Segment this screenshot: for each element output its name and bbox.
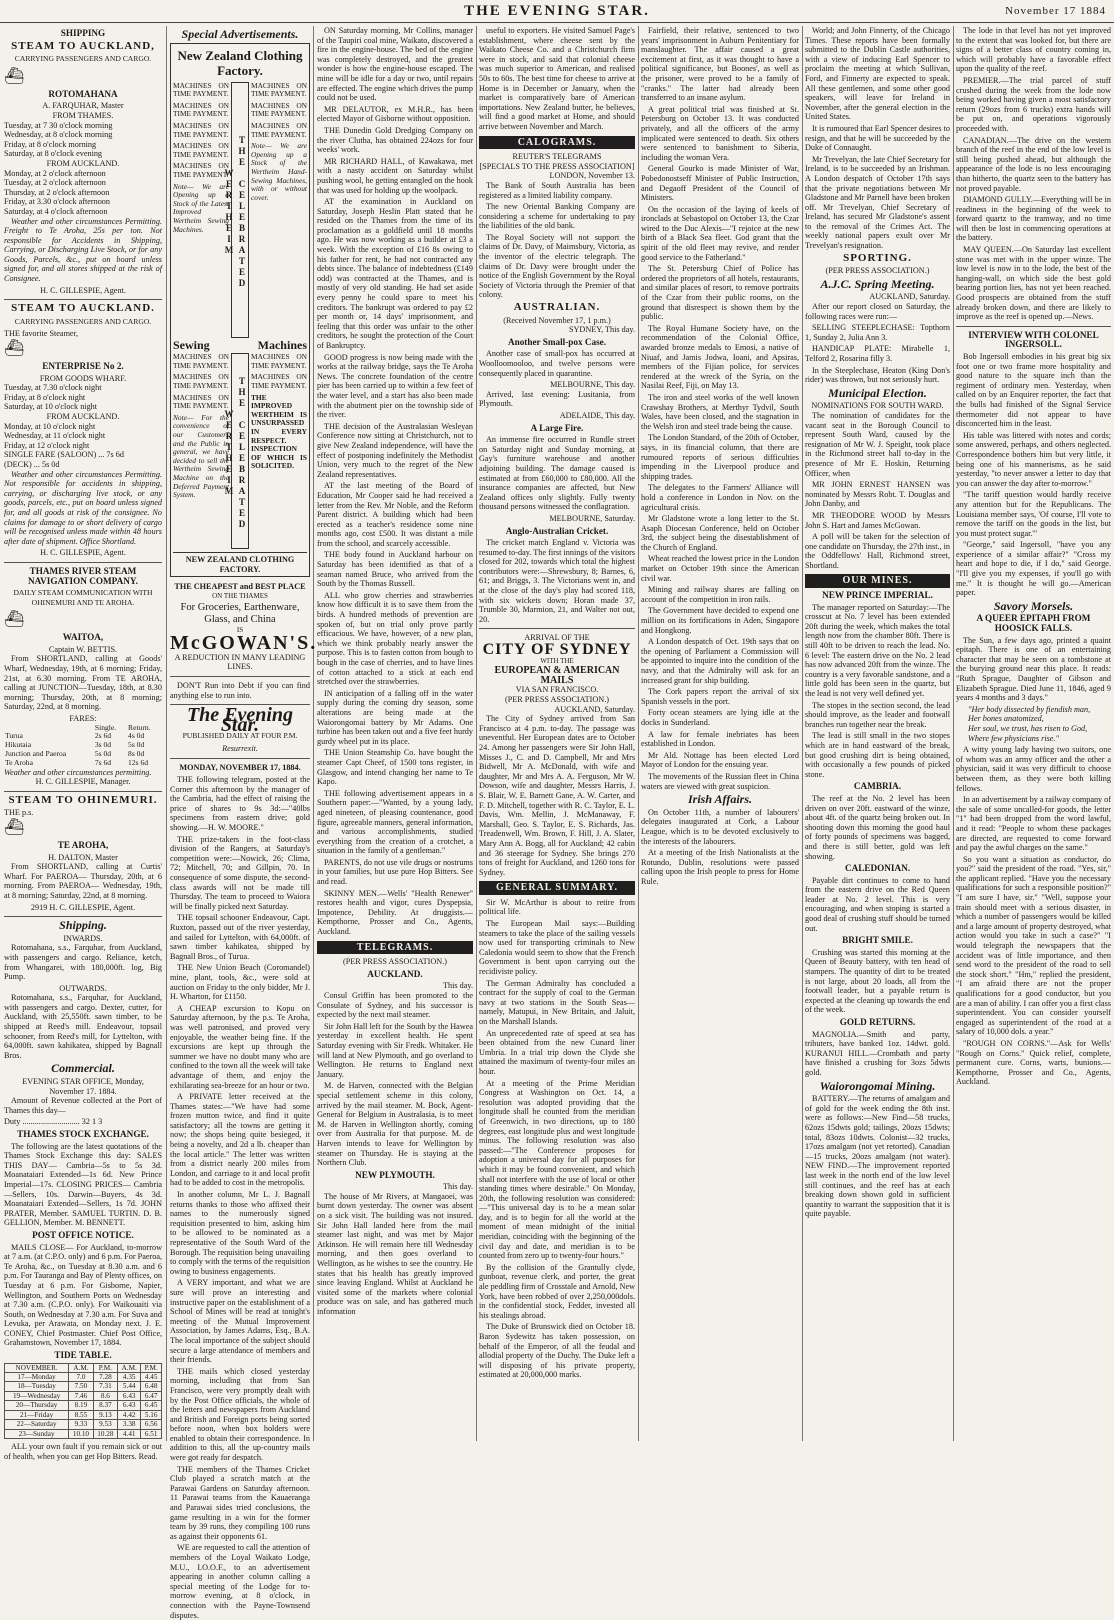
article-paragraph: His table was littered with notes and cords; some answered, perhaps, and others neglected. Correspondence bothers him but very little, it being one of his mannerisms, as he said yesterday, "to never answer a letter to day that you can answer the day after to-morrow." — [956, 430, 1111, 488]
section-heading: Irish Affairs. — [687, 792, 753, 807]
epitaph-verse: "Her body dissected by fiendish man, Her bones anatomized, Her soul, we trust, has risen to God, Where few physicians rise." — [968, 704, 1091, 743]
article-paragraph: BATTERY.—The returns of amalgam and of gold for the week ending the 8th inst. were as follows:—New Find—58 trucks, 62ozs 15dwts gold; tailings, 20ozs 15dwts; total, 83ozs 10dwts. Colonist—32 trucks, 17ozs amalgam (not yet retorted). Canadian—15 trucks, 20ozs amalgam (not water). NEW FIND.—The improvement reported last week in the north end of the low level still continues, and the reef has at each breaking down shown gold in sufficient quantity to warrant the supposition that it is quite payable. — [805, 1094, 950, 1219]
vertical-banner: THE CELEBRATED WERTHEIM — [231, 353, 249, 549]
steamship-icon: ⛴ — [4, 340, 25, 358]
masthead-date: November 17 1884 — [1005, 5, 1106, 17]
article-paragraph: THE prize-takers in the foot-class division of the Rangers, at Saturday's competition were:—Nowick, 26; Clima, 72; Mitchell, 70; and Gillpin, 70. In consequence of some dispute, the second-class awards will not be made till Thursday. The team to proceed to Waiora will be finally picked next Saturday. — [170, 834, 310, 911]
article-paragraph: AT the last meeting of the Board of Education, Mr Cooper said he had received a letter from the Rev. Mr Noble, and the Reform Parent district. A building which had been erected as a teacher's residence some nine months ago, cost £500. It was distant a mile from the school, and scarcely accessible. — [317, 481, 473, 548]
article-heading: A QUEER EPITAPH FROM HOOSICK FALLS. — [976, 613, 1091, 634]
motto: Resurrexit. — [222, 743, 258, 753]
table-row: 17—Monday 7.0 7.28 4.35 4.45 — [5, 1373, 162, 1382]
column-rule — [638, 26, 639, 1441]
article-paragraph: The Government have decided to expend one million on its fortifications in Aden, Singapore and Hongkong. — [641, 606, 799, 635]
table-row: 19—Wednesday 7.46 8.6 6.43 6.47 — [5, 1391, 162, 1400]
ship-name: WAITOA, — [62, 632, 104, 643]
table-header-row: NOVEMBER. A.M. P.M. A.M. P.M. — [5, 1363, 162, 1372]
schedule-label: FROM GOODS WHARF. — [39, 373, 127, 383]
article-paragraph: Forty ocean steamers are lying idle at the docks in Sunderland. — [641, 708, 799, 727]
advertisement-line: DON'T Run into Debt if you can find anything else to run into. — [170, 680, 310, 700]
ship-master: H. DALTON, Master — [48, 852, 118, 862]
section-heading: Shipping. — [59, 918, 107, 933]
section-heading: AUSTRALIAN. — [513, 301, 601, 314]
article-paragraph: The Duke of Brunswick died on October 18. Baron Sydewitz has taken possession, on behalf of the Emperor, of all the feudal and allodial property of the Duchy. The Duke left a will disposing of his private property, estimated at 20,000,000 marks. — [479, 1322, 635, 1380]
article-paragraph: A great political trial was finished at St. Petersburg on October 13. It was conducted privately, and all the officers of the army implicated were sentenced to death. Six others were sentenced to banishment to Siberia, including the woman Vera. — [641, 104, 799, 162]
section-heading: POST OFFICE NOTICE. — [32, 1229, 134, 1240]
article-heading: Anglo-Australian Cricket. — [505, 525, 609, 536]
article-paragraph: ON Saturday morning, Mr Collins, manager of the Taupiri coal mine, Waikato, discovered a fire in the engine-house. The bed of the engine was completely destroyed, and the greatest wonder is how the engine-house escaped. The mine will be idle for a day or two, until repairs are effected. The engine which drives the pump could not be used. — [317, 26, 473, 103]
schedule-label: FROM AUCKLAND. — [46, 412, 120, 421]
article-paragraph: The house of Mr Rivers, at Mangaoei, was burnt down yesterday. The owner was absent on a sick visit. The building was not insured. Sir John Hall landed here from the mail steamer last night, and was met by Major Atkinson. He will remain here till Wednesday morning, and then goes overland to Wellington, as he wishes to see the country. He states that his health has greatly improved since leaving England. Whilst at Auckland he visited some of the markets where colonial produce was on sale, and has gathered much information — [317, 1191, 473, 1316]
newspaper-nameplate: The Evening Star. — [186, 704, 294, 736]
ad-line: THE CHEAPEST and BEST PLACE — [174, 582, 306, 592]
article-paragraph: A law for female inebriates has been established in London. — [641, 729, 799, 749]
article-paragraph: The manager reported on Saturday:—The crosscut at No. 7 level has been extended 20ft during the week, which makes the total length now from the chamber 80ft. There is still 40ft to be driven to reach the lead. No. 6 level: The eastern drive on the No. 2 lead has now advanced 20ft from the winze. The country is a very favorable sandstone, and a little gold has been seen in the quartz, but the lead is not very well defined yet. — [805, 602, 950, 698]
column-sporting-mining — [805, 26, 950, 1441]
article-paragraph: M. de Harven, connected with the Belgian special settlement scheme in this colony, arrived by the mail steamer. M. Bock, Agent-General for Belgium in Australasia, is to meet M. de Harven in Wellington shortly, coming over from Australia for that purpose. M. de Harven intends to leave for Wellington by steamer on Thursday. He is staying at the Northern Club. — [317, 1081, 473, 1168]
ship-master: Captain W. BETTIS. — [48, 644, 118, 654]
article-paragraph: SKINNY MEN.—Wells' "Health Renewer" restores health and vigor, cures Dyspepsia, Impotence, Debility. At druggists.—Kempthorne, Prosser and Co., Agents, Auckland. — [317, 888, 473, 937]
article-paragraph: CANADIAN.—The drive on the western branch of the reef in the end of the low level is still being pushed ahead, but although the appearance of the lode is no less encouraging than hitherto, the quartz seen to the battery has not proved payable. — [956, 135, 1111, 193]
ad-intro: THE p.s. — [4, 808, 34, 818]
article-paragraph: At a meeting of the Irish Nationalists at the Rotundo, Dublin, resolutions were passed calling upon the Irish people to press for Home Rule. — [641, 848, 799, 886]
subsection-label: REUTER'S TELEGRAMS — [512, 152, 602, 162]
article-paragraph: The German Admiralty has concluded a contract for the supply of coal to the German navy at two stations in the South Seas—namely, Matupui, in New Britain, and Jaluit, on the Marshall Islands. — [479, 978, 635, 1026]
ad-right-column: MACHINES ON TIME PAYMENT. MACHINES ON TIME PAYMENT. MACHINES ON TIME PAYMENT. Note— We are Opening up a Stock of the Wertheim Hand-Sewing Machines, with or without cover. — [251, 80, 307, 202]
article-paragraph: A poll will be taken for the selection of one candidate on Thursday, the 27th inst., in the Oddfellows' Hall, Richmond street, Shortland. — [805, 532, 950, 570]
article-paragraph: Bob Ingersoll embodies in his great big six foot one or two frame more hospitality and good nature to the square inch than the regiment of ordinary men. Yesterday, when called on by an Enquirer reporter, the fact that the bulls had finished of the Signal Service thermometer did not appear to have disconcerted him in the least. — [956, 352, 1111, 429]
article-paragraph: THE New Union Beach (Coromandel) mine, plant, tools, &c., were sold at auction on Friday to the only bidder, Mr J. H. Wharton, for £1150. — [170, 963, 310, 1002]
table-row: Single. Return. — [94, 722, 151, 732]
article-paragraph: THE members of the Thames Cricket Club played a scratch match at the Parawai Gardens on Saturday afternoon. 11 Parawai teams from the Kauaeranga and Parawai sides tried conclusions, the game resulting in a win for the former team by 39 runs, they compiling 100 runs as against their opponents 61. — [170, 1464, 310, 1541]
ad-left-column: MACHINES ON TIME PAYMENT. MACHINES ON TIME PAYMENT. MACHINES ON TIME PAYMENT. MACHINES ON TIME PAYMENT. MACHINES ON TIME PAYMENT. Note— We are Opening up a Stock of the Latest Improved Wertheim Sewing Machines. — [173, 80, 229, 234]
arrival-heading: VIA SAN FRANCISCO. — [515, 685, 599, 695]
article-paragraph: DIAMOND GULLY.—Everything will be in readiness in the beginning of the week to forward quartz to the tramway, and no time will then be lost in commencing operations at the battery. — [956, 195, 1111, 243]
article-paragraph: The cricket match England v. Victoria was resumed to-day. The first innings of the visitors closed for 202, towards which total the highest contributors were:—Shrewsbury, 8; Barnes, 6, 61; and Briggs, 3. The Victorians went in, and at the close of the day's play had scored 118, with six wickets down; Horan made 37, Trumble 30, Marmion, 21, and Walter not out, 20. — [479, 538, 635, 624]
section-heading: Municipal Election. — [828, 385, 927, 400]
section-heading: TIDE TABLE. — [54, 1350, 112, 1361]
arrival-heading: ARRIVAL OF THE — [524, 633, 590, 643]
column-rule — [802, 26, 803, 1441]
section-heading: Waiorongomai Mining. — [819, 1078, 936, 1093]
fares-title: FARES: — [69, 714, 97, 724]
advertisement-line: "ROUGH ON CORNS."—Ask for Wells' "Rough on Corns." Quick relief, complete, permanent cure. Corns, warts, bunions.—Kempthorne, Prosser and Co., Agents, Auckland. — [956, 1038, 1111, 1087]
article-paragraph: Mining and railway shares are falling on account of the competition in iron rails. — [641, 585, 799, 604]
agent-signature: H. C. GILLESPIE, Manager. — [35, 777, 131, 787]
article-paragraph: SELLING STEEPLECHASE: Topthorn 1, Sunday 2, Julia Ann 3. — [805, 323, 950, 342]
article-paragraph: THE Union Steamship Co. have bought the steamer Capt Cheef, of 1500 tons register, in Glasgow, and intend changing her name to Te Kapo. — [317, 748, 473, 787]
ad-subtitle: DAILY STEAM COMMUNICATION WITH OHINEMURI AND TE AROHA. — [13, 588, 153, 607]
column-rule — [166, 26, 167, 1441]
table-row: Junction and Paeroa 5s 0d 8s 0d — [5, 749, 145, 759]
article-paragraph: The iron and steel works of the well known Crawshay Brothers, at Merthyr Tydvil, South Wales, have been closed, and the stagnation in the Welsh iron and steel trade being the cause. — [641, 392, 799, 431]
article-paragraph: The European Mail says:—Building steamers to take the place of the sailing vessels now used for transporting criminals to New Caledonia would seem to show that the French Government is bent upon carrying out the recidiviste policy. — [479, 919, 635, 977]
article-paragraph: The Royal Humane Society have, on the recommendation of the Colonial Office, awarded bronze medals to Emosi, a native of Niuaf, and Jamis Jodwa, Ioani, and Apsiras, members of the Fijian police, for services rendered at the wreck of the Syria, on the Nasilai Reef, Fiji, on May 13. — [641, 323, 799, 391]
ship-master: A. FARQUHAR, Master — [42, 101, 124, 111]
article-paragraph: A PRIVATE letter received at the Thames states:—"We have had some frozen mutton twice, and find it quite satisfactory; all the towns are getting it now; the shops being quite besieged, it being a novelty, and 2d a lb. cheaper than the local article." The letter was written from a district nearly 200 miles from London, and carriage to it and local profit had to be added to cost in the metropolis. — [170, 1092, 310, 1188]
article-paragraph: THE mails which closed yesterday morning, including that from San Francisco, were very promptly dealt with by the Post Office officials, the whole of the letters and newspapers from Auckland and British and Foreign ports being sorted before noon, when box holders were enabled to obtain their correspondence. In addition to this, all the up-country mails were got ready for despatch. — [170, 1366, 310, 1463]
divider — [4, 916, 162, 917]
schedule-times: Monday, at 10 o'clock night Wednesday, at 11 o'clock night Friday, at 12 o'clock night — [4, 421, 106, 450]
divider — [170, 758, 310, 759]
section-heading: Savory Morsels. — [993, 598, 1074, 613]
article-paragraph: So you want a situation as conductor, do you?" said the president of the road. "Yes, sir," the applicant replied. "Have you the necessary qualifications for such a responsible position?" "I am sure I have, sir." "Well, suppose your train should meet with a serious disaster, in which a number of passengers would be killed and a large amount of property destroyed, what action would you take in such a case?" "I would telegraph the newspapers that the accident was of little importance, and then send word to the president of the road to sell the stock short." "Hm," replied the president, "I am afraid there are not the proper qualifications for a good conductor, but you are a man of ability. I can offer you a first class superintendent. You can consider yourself engaged as superintendent of the road at a salary of 10,000 dols. a year." — [956, 854, 1111, 1037]
article-paragraph: THE following telegram, posted at the Corner this afternoon by the manager of the Cambria, had the effect of raising the price of shares to 9s 3d:—"40lbs specimens from eastern drive; gold showing.—H. W. MOORE." — [170, 775, 310, 833]
fares-table — [4, 724, 162, 768]
press-association-note: (PER PRESS ASSOCIATION.) — [505, 695, 609, 704]
article-paragraph: IN anticipation of a falling off in the water supply during the coming dry season, some alterations are being made at the Waiorongomai battery by Mr Adams. One turbine has been taken out and a five feet hurdy gurdy wheel put in its place. — [317, 688, 473, 746]
article-paragraph: The reef at the No. 2 level has been driven on over 20ft. eastward of the winze, about 4ft. of the quartz being broken out. In shooting down this morning the good haul of forty pounds of specimens was bagged, and there is still better, gold was left showing. — [805, 793, 950, 861]
article-paragraph: The stopes in the section second, the lead should improve, as the leader and footwall branches run together near the break. — [805, 700, 950, 729]
table-row: 21—Friday 8.55 9.13 4.42 5.16 — [5, 1410, 162, 1419]
dateline: MELBOURNE, Saturday. — [549, 513, 635, 523]
article-paragraph: A VERY important, and what we are sure will prove an interesting and instructive paper on the establishment of a School of Mines will be read at tonight's meeting of the Mutual Improvement Association, by James Adams, Esq., B.A. The local importance of the subject should secure a large attendance of members and their friends. — [170, 1278, 310, 1365]
ad-subtitle: CARRYING PASSENGERS AND CARGO. — [14, 54, 152, 64]
article-paragraph: It is rumoured that Earl Spencer desires to resign, and that he will be succeeded by the Duke of Connaught. — [805, 123, 951, 153]
subsection-label: INWARDS. — [63, 933, 103, 943]
article-paragraph: Mr Gladstone wrote a long letter to the St. Asaph Diocesan Conference, held on October 3rd, the subject being the disestablishment of the Church of England. — [641, 514, 799, 552]
article-paragraph: The Royal Society will not support the claims of Dr. Davy, of Maimsbury, Victoria, as the inventor of the electric telegraph. The claims of Dr. Davy were brought under the notice of the English Government by the Royal Society of Victoria through the Premier of that colony. — [479, 232, 635, 300]
article-paragraph: WE are requested to call the attention of members of the Loyal Waikato Lodge, M.U., I.O.O.F., to an advertisement appearing in another column calling a special meeting of the Lodge for to-morrow evening, at 8 o'clock, in connection with the Payne-Townsend disputes. — [170, 1543, 310, 1620]
article-paragraph: Rotomahana, s.s., Farquhar, for Auckland, with passengers and cargo. Dexter, cutter, for Auckland, with 25,550ft. sawn timber, to be shipped at Reed's mill. Endeavour, topsail schooner, from Reed's mill, for Lyttelton, with 64,000ft. sawn kahikatea, shipped by Bagnall Bros. — [4, 993, 162, 1060]
article-paragraph: MR THEODORE WOOD by Messrs John S. Hart and James McGowan. — [805, 510, 950, 530]
section-heading: Special Advertisements. — [181, 27, 299, 41]
ad-line: ON THE THAMES — [212, 591, 268, 600]
dateline: LONDON, November 13. — [549, 171, 635, 181]
ad-subtitle: CARRYING PASSENGERS AND CARGO. — [14, 316, 152, 326]
sewing-machines-banner: Sewing Machines — [173, 337, 307, 352]
publication-note: PUBLISHED DAILY AT FOUR P.M. — [182, 731, 298, 741]
article-paragraph: The following are the latest quotations of the Thames Stock Exchange this day: SALES THIS DAY— Cambria—5s to 5s 3d. Moanataiari Extended—1s 6d. New Prince Imperial—17s. CLOSING PRICES— Cambria—Sellers, 10s. Darwin—Buyers, 4s 3d. Moanataiari Extended—Sellers, 1s 7d. JOHN PRATER, Member. SAMUEL TURTIN. D. B. GELLION, Member. M. BENNETT. — [4, 1141, 162, 1228]
column-rule — [476, 26, 477, 1441]
article-paragraph: HANDICAP PLATE: Mirabelle 1, Telford 2, Rosarina filly 3. — [805, 344, 950, 363]
schedule-label: FROM AUCKLAND. — [46, 158, 120, 168]
divider — [170, 676, 310, 677]
dateline: AUCKLAND, Saturday. — [554, 704, 635, 714]
article-paragraph: ALL who grow cherries and strawberries know how difficult it is to save them from the birds. A hundred methods of prevention are spoken of, but on trial only prove partly efficacious. We have, however, of a new plan, which we think probably nearly answer the purpose. This is to fasten cotton from bough to bough in the case of cherries, and to have lines of cotton attached to a stick at each end stretched over the strawberries. — [317, 590, 473, 687]
article-paragraph: World; and John Finnerty, of the Chicago Times. These reports have been formally submitted to the Dublin Castle authorities, with a view of inducing Earl Spencer to proclaim the meeting at which Sullivan, Ford, and Finnerty are expected to speak. All these gentlemen, and some other good speakers, will leave for Ireland in November, after the general election in the United States. — [805, 26, 950, 122]
fare-list: SINGLE FARE (SALOON) ... 7s 6d (DECK) ... 5s 0d — [4, 450, 124, 469]
divider — [4, 299, 162, 300]
dateline: SYDNEY, This day. — [568, 325, 635, 335]
article-paragraph: At a meeting of the Prime Meridian Congress at Washington on Oct. 14, a resolution was adopted providing that the longitude shall be counted from the meridian of Greenwich, in two directions, up to 180 degrees, east longitude plus and west longitude minus. The following resolution was also passed:—"The Conference proposes for adoption a universal day for all purposes for which it may be found convenient, and which shall not interfere with the use of local or other standing times where desirable." On Monday, 20th, the following resolution was considered:—"This universal day is to be a mean solar day, and is to begin for all the world at the moment of mean midnight of the initial meridian, coinciding with the beginning of the civil day and date, and meridian is to be counted from zero up to twenty-four hours." — [479, 1078, 635, 1261]
dateline: ADELAIDE, This day. — [559, 410, 635, 420]
article-paragraph: "The tariff question would hardly receive any attention but for the Republicans. The Louisiana member says, 'Of course, I'll vote to remove the tariff on the goods in the list, but you must protect sugar.'" — [956, 490, 1111, 538]
divider — [4, 791, 162, 792]
dateline: This day. — [443, 981, 473, 991]
article-paragraph: useful to exporters. He visited Samuel Page's establishment, where cheese sent by the Waikato Cheese Co. and a Christchurch firm were in stock, and said that colonial cheese was much superior to American, and realised 50s to 60s. The best time for cheese to arrive at Home is in December or January, when the market is comparatively bare of American importations. New Zealand butter, he believes, will find a good market at Home, and should arrive between November and March. — [479, 26, 635, 131]
divider — [956, 326, 1111, 327]
ship-name: ROTOMAHANA — [48, 88, 118, 99]
subsection-label: NOMINATIONS FOR SOUTH WARD. — [811, 401, 944, 411]
section-heading: OUR MINES. — [805, 574, 950, 588]
column-rule — [953, 26, 954, 1441]
article-paragraph: An unprecedented rate of speed at sea has been obtained from the new Cunard liner Umbria. In a trial trip down the Clyde she attained the maximum of twenty-four miles an hour. — [479, 1028, 635, 1076]
steamship-icon: ⛴ — [4, 818, 25, 836]
article-paragraph: Mr Ald. Nottage has been elected Lord Mayor of London for the ensuing year. — [641, 750, 799, 770]
article-paragraph: MR RICHARD HALL, of Kawakawa, met with a nasty accident on Saturday whilst pushing wool, he getting entangled on the hook that was used for holding up the woolpack. — [317, 156, 473, 195]
article-paragraph: In an advertisement by a railway company of the sale of some uncalled-for goods, the letter "1" had been dropped from the word lawful, and it read: "People to whom these packages are directed, are requested to come forward and pay the awful charges on the same." — [956, 795, 1112, 853]
agent-signature: H. C. GILLESPIE, Agent. — [40, 285, 126, 295]
column-rule — [313, 26, 314, 1441]
article-paragraph: General Gourko is made Minister of War, Pobedonostseff Minister of Public Instruction, and Degaoff President of the Council of Ministers. — [641, 164, 799, 203]
article-paragraph: In another column, Mr L. J. Bagnall returns thanks to those who affixed their names to the numerously signed requisition presented to him, asking him to be allowed to be nominated as a representative of the South Ward of the Borough. The requisition being unavailing to comply with the terms of the requisition owing to business engagements. — [170, 1190, 310, 1276]
press-association-note: [SPECIALS TO THE PRESS ASSOCIATION] — [479, 161, 635, 171]
column-shipping — [4, 26, 162, 1461]
article-paragraph: The lode in that level has not yet improved to the extent that was looked for, but there are signs of a better class of country coming in, which will probably have a favorable effect upon the quality of the reef. — [956, 26, 1111, 74]
agent-signature: H. C. GILLESPIE, Agent. — [40, 548, 126, 558]
article-paragraph: The new Oriental Banking Company are considering a scheme for undertaking to pay the liabilities of the old bank. — [479, 202, 635, 231]
column-general-news — [641, 26, 799, 1441]
article-heading: CAMBRIA. — [853, 781, 902, 792]
arrival-heading: WITH THE — [540, 656, 574, 665]
ad-line: IS — [236, 625, 244, 634]
ad-title: THAMES RIVER STEAM NAVIGATION COMPANY. — [28, 565, 138, 586]
subsection-label: OUTWARDS. — [59, 983, 107, 993]
ad-note: Weather and other circumstances permitting. — [4, 767, 152, 777]
article-paragraph: THE decision of the Australasian Wesleyan Conference now sitting at Christchurch, not to give New Zealand independence, will have the effect of postponing indefinitely the Methodist Union, very much to the regret of the New Zealand representatives. — [317, 421, 473, 479]
section-heading: SPORTING. — [843, 251, 912, 264]
column-advertisements — [170, 26, 318, 1620]
article-paragraph: MAGNOLIA.—Smith and party, tributers, have banked 1oz. 14dwt. gold. KURANUI HILL.—Crombath and party have finished a crushing for 3ozs 5dwts gold. — [805, 1029, 950, 1077]
article-paragraph: Wheat reached the lowest price in the London market on October 19th since the American civil war. — [641, 554, 799, 583]
vertical-banner: THE CELEBRATED WERTHEIM — [231, 82, 249, 338]
article-paragraph: Rotomahana, s.s., Farquhar, from Auckland, with passengers and cargo. Reliance, ketch, from Whangarei, with 180,000ft. log, Big Pump. — [4, 943, 162, 982]
article-paragraph: An immense fire occurred in Rundle street on Saturday night and Sunday morning, at Gay's furniture warehouse and another adjoining building. The damage caused is estimated at from £60,000 to £80,000. All the insurance companies are affected, but New Zealand offices only slightly. Fully twenty thousand persons witnessed the conflagration. — [479, 435, 635, 512]
article-heading: CALEDONIAN. — [844, 863, 911, 874]
advertisement-line: ALL your own fault if you remain sick or out of health, when you can get Hop Bitters. Read. — [4, 1441, 162, 1461]
article-paragraph: The Sun, a few days ago, printed a quaint epitaph. There is one of an entertaining character that may be seen on a tombstone at the burying ground near this place. It reads: "Ruth Sprague, Daughter of Gibson and Elizabeth Sprague. Died June 11, 1846, aged 9 years 4 months and 3 days." — [956, 635, 1111, 703]
ad-title: STEAM TO AUCKLAND, — [11, 39, 155, 52]
dateline: AUCKLAND, Saturday. — [869, 292, 950, 302]
table-row: Te Aroha 7s 6d 12s 6d — [5, 757, 149, 767]
dateline: MELBOURNE, This day. — [550, 380, 635, 390]
place-heading: NEW PLYMOUTH. — [355, 1169, 435, 1180]
article-paragraph: The St. Petersburg Chief of Police has ordered the proprietors of all hotels, restaurants, and similar places of resort, to remove portraits of the Czar from their public rooms, on the ground that disrespect is shown them by the public. — [641, 264, 799, 322]
mcgowans-name: McGOWAN'S. — [170, 632, 318, 655]
schedule-times: Tuesday, at 7.30 o'clock night Friday, at 8 o'clock night Saturday, at 10 o'clock night — [4, 383, 102, 412]
article-paragraph: Arrived, last evening: Lusitania, from Plymouth. — [479, 389, 635, 409]
tide-table — [4, 1363, 162, 1439]
article-paragraph: The London Standard, of the 20th of October, says, in its financial column, that there are rumoured reports of serious difficulties impending in the Liverpool produce and shipping trades. — [641, 433, 799, 481]
section-heading: GENERAL SUMMARY. — [479, 881, 635, 895]
article-paragraph: After our report closed on Saturday, the following races were run:— — [805, 302, 950, 321]
article-paragraph: MAILS CLOSE— For Auckland, to-morrow at 7 a.m. (at C.P.O. only) and 6 p.m. For Paeroa, Te Aroha, &c., on Tuesday at 8.30 a.m. and 6 p.m. For Tauranga and Bay of Plenty offices, on Tuesday at 6 p.m. For Gisborne, Napier, Wellington, and Southern Ports on Wednesday at 7.30 a.m. (C.P.O. only). For Waikouaiti via South, on Wednesday at 7.30 a.m. For Suva and Levuka, per Arawata, on Monday next. J. E. CONEY, Chief Postmaster. Chief Post Office, Grahamstown, November 17, 1884. — [4, 1242, 162, 1348]
section-heading: THAMES STOCK EXCHANGE. — [17, 1129, 149, 1140]
article-heading: NEW PRINCE IMPERIAL. — [822, 590, 933, 601]
schedule-label: FROM THAMES. — [52, 110, 114, 120]
article-heading: BRIGHT SMILE. — [842, 935, 913, 946]
ad-right-column: MACHINES ON TIME PAYMENT. MACHINES ON TIME PAYMENT. THE IMPROVED WERTHEIM IS UNSURPASSED IN EVERY RESPECT. INSPECTION OF WHICH IS SOLICITED. — [251, 352, 307, 471]
table-row: 23—Sunday 10.10 10.28 4.41 6.51 — [5, 1429, 162, 1438]
article-paragraph: The movements of the Russian fleet in China waters are viewed with great suspicion. — [641, 771, 799, 791]
masthead — [0, 0, 1114, 23]
article-paragraph: "George," said Ingersoll, "have you any experience of a similar affair?" "Cross my heart and hope to die, if I do," said George. "I'll give you my expenses, if you'll go with me." It is thought he will go.—American paper. — [956, 540, 1111, 598]
steamship-icon: ⛴ — [4, 611, 25, 629]
article-paragraph: MAY QUEEN.—On Saturday last excellent stone was met with in the upper winze. The low level is now in to the lode, the best of the hanging-wall, on which side the best gold bearing portion lies, has not yet been reached. Good prospects are obtained from the stuff already broken down, and there are likely to improve as the reef is opened up.—News. — [956, 245, 1111, 322]
table-row: 18—Tuesday 7.50 7.31 5.44 6.48 — [5, 1382, 162, 1391]
ad-note: Weather and other circumstances Permitting. Not responsible for accidents in shipping, carrying, or discharging live stock, or any goods, parcels, etc., put on board unless signed for, and all goods at risk of the consignee. No claims for damage to or short delivery of cargo will be recognised unless made within 48 hours after date of shipment. Office Shortland. — [4, 469, 162, 546]
mails-headline: EUROPEAN & AMERICAN MAILS — [494, 665, 620, 686]
article-paragraph: Payable dirt continues to come to hand from the eastern drive on the Red Queen leader at No. 2 level. This is very encouraging, and when stoping is started a good deal of crushing stuff should be turned out. — [805, 875, 950, 933]
divider — [479, 628, 635, 629]
table-row: Hikutaia 3s 0d 5s 0d — [5, 740, 145, 750]
press-association-note: (PER PRESS ASSOCIATION.) — [825, 266, 930, 276]
dateline: This day. — [443, 1182, 473, 1192]
ad-body: From SHORTLAND, calling at Goods' Wharf, Wednesday, 19th, at 6 morning; Friday, 21st, at 6.30 morning. From TE AROHA, calling at JUNCTION—Tuesday, 18th, at 8.30 morning; Thursday, 20th, at 8 morning; Saturday, 22nd, at 8 morning. — [4, 654, 162, 712]
article-paragraph: In the Steeplechase, Heaton (King Don's rider) was thrown, but not seriously hurt. — [805, 365, 950, 385]
ship-name: TE AROHA, — [57, 839, 109, 850]
section-heading: TELEGRAMS. — [317, 941, 473, 955]
article-paragraph: Fairfield, their relative, sentenced to two years' imprisonment in Auburn Penitentiary for manslaughter. The affair caused a great excitement at first, as it was thought to have a political significance, but Boones', as well as the prisoner, were proved to be a family of "cranks." The latter had already been transferred to an insane asylum. — [641, 26, 799, 103]
ad-footer: NEW ZEALAND CLOTHING FACTORY. — [173, 552, 307, 574]
divider — [4, 562, 162, 563]
ad-body: From SHORTLAND, calling at Curtis' Wharf. For PAEROA— Thursday, 20th, at 6 morning. From PAEROA— Wednesday, 19th, at 8 morning; Saturday, 22nd, at 8 morning. — [4, 862, 162, 900]
article-paragraph: The lead is still small in the two stopes which are in hand eastward of the break, but good crushing dirt is being obtained, with occasionally a few pounds of picked stone. — [805, 731, 950, 779]
article-paragraph: The nomination of candidates for the vacant seat in the Borough Council to represent South Ward, caused by the resignation of Mr W. J. Speight, took place in the Richmond street hall to-day in the presence of Mr E. Hoskin, Returning Officer, when — [805, 410, 950, 478]
article-paragraph: THE Dunedin Gold Dredging Company on the river Clutha, has obtained 224ozs for four weeks' work. — [317, 125, 473, 155]
dateline: EVENING STAR OFFICE, Monday, November 17. 1884. — [22, 1077, 144, 1096]
received-note: (Received November 17, 1 p.m.) — [503, 315, 611, 325]
article-paragraph: MR JOHN ERNEST HANSEN was nominated by Messrs Robt. T. Douglas and John Danby, and — [805, 480, 950, 509]
article-paragraph: The delegates to the Farmers' Alliance will hold a conference in London in Nov. on the agricultural crisis. — [641, 483, 799, 512]
ad-line: For Groceries, Earthenware, Glass, and China — [180, 601, 300, 625]
ship-name: ENTERPRISE No 2. — [42, 361, 124, 372]
column-telegrams — [479, 26, 635, 1441]
place-heading: AUCKLAND. — [367, 968, 423, 979]
table-row: Turua 2s 6d 4s 0d — [5, 731, 145, 741]
clothing-factory-ad — [170, 43, 310, 578]
article-paragraph: Crushing was started this morning at the Queen of Beauty battery, with ten head of stampers. The quantity of dirt to be treated is not large, about 20 loads, all from the footwall leader, but a payable return is expected at the cleaning up towards the end of the week. — [805, 947, 950, 1015]
ad-title: STEAM TO AUCKLAND. — [11, 302, 155, 315]
ad-intro: THE favorite Steamer, — [4, 329, 79, 339]
article-paragraph: The Bank of South Australia has been registered as a limited liability company. — [479, 180, 635, 200]
ad-note: Weather and other circumstances Permitting. Freight to Te Aroha, 25s per ton. Not responsible for Accidents in Shipping, Carrying, or Discharging Live Stock, or for any Goods, Parcels, &c., put on board unless signed for, and all stores shipped at the risk of Consignee. — [4, 216, 162, 284]
ad-title: New Zealand Clothing Factory. — [177, 47, 303, 78]
article-heading: A.J.C. Spring Meeting. — [820, 276, 935, 291]
ship-headline: CITY OF SYDNEY — [482, 641, 632, 659]
ad-left-column: MACHINES ON TIME PAYMENT. MACHINES ON TIME PAYMENT. MACHINES ON TIME PAYMENT. Note— For the convenience of our Customers and the Public in general, we have decided to sell the Wertheim Sewing Machine on the Deferred Payment System. — [173, 352, 229, 500]
article-paragraph: The City of Sydney arrived from San Francisco at 4 p.m. to-day. The passage was uneventful. Her European dates are to October 24. Among her passengers were Sir John Hall, Misses J., C. and D. Campbell, Mr and Mrs Bidwell, Mr A. McDonald, with wife and daughter, Mr and Mrs A. A. Ferguson, Mr W. Dowson, wife and daughter, Messrs Harris, J. S. Blair, W. E. Barnett Gane, A. W. Carter, and F. D. Mitchell, together with R. C. Taylor, E. L. Davis, Wm. Mellin, J. McManaway, F. Marshall, Geo. S. Taylor, E. S. Richards, Jas. Treadenwell, Wm. Brown, F. Hill, J. A. Slater, Mary Ann A. Bogg, all for Auckland; 42 cabin and 36 steerage for Sydney. She brings 270 tons of freight for Auckland, and 1260 tons for Sydney. — [479, 714, 635, 877]
ad-title: STEAM TO OHINEMURI. — [8, 793, 158, 806]
newspaper-title: THE EVENING STAR. — [464, 3, 650, 19]
article-paragraph: A witty young lady having two suitors, one of whom was an army officer and the other a physician, said it was very difficult to choose between them, as they were both killing fellows. — [956, 745, 1111, 793]
article-paragraph: Another case of small-pox has occurred at Woolloomooloo, and twelve persons were consequently placed in quarantine. — [479, 349, 635, 378]
article-paragraph: The Cork papers report the arrival of six Spanish vessels in the port. — [641, 687, 799, 706]
article-paragraph: Amount of Revenue collected at the Port of Thames this day— — [4, 1096, 162, 1115]
table-row: 20—Thursday 8.19 8.37 6.43 6.45 — [5, 1401, 162, 1410]
article-heading: Another Small-pox Case. — [507, 336, 607, 347]
article-heading: GOLD RETURNS. — [839, 1017, 916, 1027]
article-paragraph: Sir John Hall left for the South by the Hawea yesterday in excellent health. He spent Saturday evening with Sir Fredk. Whitaker. He will land at New Plymouth, and go overland to Wellington. He returns to England next January. — [317, 1021, 473, 1079]
article-paragraph: THE following advertisement appears in a Southern paper:—"Wanted, by a young lady, aged nineteen, of pleasing countenance, good figure, agreeable manners, general information, and various accomplishments, studied everything from the creation of a crotchet, a situation in the family of a gentleman." — [317, 788, 473, 856]
duty-line: Duty ............................ 32 1 3 — [4, 1117, 103, 1127]
article-paragraph: On the occasion of the laying of keels of ironclads at Sebastopol on October 13, the Czar wired to the Duc Alexis—"I rejoice at the new birth of a Black Sea fleet. God grant that the spirit of the old fleet may revive, and render good service to the Fatherland." — [641, 204, 799, 262]
article-paragraph: Consul Griffin has been promoted to the Consulate of Sydney, and his successor is expected by the next mail steamer. — [317, 991, 473, 1020]
article-paragraph: THE topsail schooner Endeavour, Capt. Ruxton, passed out of the river yesterday, and sailed for Lyttelton, with 64,000ft. of sawn timber kahikatea, shipped by Bagnall Bros., of Turua. — [170, 913, 310, 961]
article-paragraph: Mr Trevelyan, the late Chief Secretary for Ireland, is to be succeeded by an Irishman. A London despatch of October 17th says that the private negotiations between Mr Gladstone and Mr Parnell have been broken off. Mr Trevelyan, Chief Secretary of Ireland, has secured Mr Gladstone's assent to the removal of the Crimes Act. The weekly national papers exult over Mr Trevelyan's resignation. — [805, 154, 950, 251]
schedule-times: Tuesday, at 7 30 o'clock morning Wednesday, at 8 o'clock morning Friday, at 8 o'clock morning Saturday, at 8 o'clock evening — [4, 120, 113, 159]
table-row: 22—Saturday 9.33 9.53 3.38 6.56 — [5, 1420, 162, 1429]
article-paragraph: By the collision of the Grantully clyde, gunboat, revenue clerk, and porter, the great ale peddling firm of Crosstale and Arnold, New York, have been robbed of over 2,250,000dols. in the confidential stock, Fedder, invested all his stealings abroad. — [479, 1262, 635, 1320]
column-miscellany — [956, 26, 1111, 1441]
article-paragraph: PARENTS, do not use vile drugs or nostrums in your families, but use pure Hop Bitters. See and read. — [317, 857, 473, 887]
article-paragraph: Sir W. McArthur is about to retire from political life. — [479, 897, 635, 917]
steamship-icon: ⛴ — [4, 67, 25, 85]
article-paragraph: MR DELAUTOR, ex M.H.R., has been elected Mayor of Gisborne without opposition. — [317, 104, 473, 124]
dateline: MONDAY, NOVEMBER 17, 1884. — [179, 762, 301, 772]
ad-line: A REDUCTION IN MANY LEADING LINES. — [174, 652, 306, 672]
schedule-times: Monday, at 2 o'clock afternoon Tuesday, at 2 o'clock afternoon Thursday, at 2 o'clock afternoon Friday, at 3.30 o'clock afternoon Saturday, at 4 o'clock afternoon — [4, 168, 110, 216]
article-paragraph: A London despatch of Oct. 19th says that on the opening of Parliament a Commission will be appointed to inquire into the condition of the navy, and that the Admiralty will ask for an increased grant for ship building. — [641, 637, 799, 685]
agent-signature: 2919 H. C. GILLESPIE, Agent. — [30, 902, 136, 912]
column-local-news — [317, 26, 473, 1441]
press-association-note: (PER PRESS ASSOCIATION.) — [343, 957, 447, 967]
article-paragraph: A CHEAP excursion to Kopu on Saturday afternoon, by the p.s. Te Aroha, was well patronised, and proved very enjoyable, the weather being fine. If the excursions are kept up through the summer we have no doubt many who are confined to the town all the week will take advantage of them, and enjoy the exhilarating sea-breeze for an hour or two. — [170, 1003, 310, 1090]
column-heading: SHIPPING — [60, 28, 106, 38]
article-paragraph: AT the examination in Auckland on Saturday, Joseph Heslin Platt stated that he resided on the Thames from the time of its proclamation as a goldfield until 18 months ago. He was now working as a builder at £3 a week. With the exception of £16 8s owing to his father for rent, he had not contracted any debts since. The balance of indebtedness (£149 odd) was contracted at the Thames, and is mostly of very old standing. He had set aside every penny he could spare to meet his creditors. The bankrupt was ordered to pay £2 per month or, 14 days' imprisonment, and feeling that this order was unfair to the other creditors, he sought the protection of the Court of Bankruptcy. — [317, 197, 473, 350]
article-heading: A Large Fire. — [530, 422, 584, 433]
article-heading: INTERVIEW WITH COLONEL INGERSOLL. — [968, 329, 1099, 350]
section-heading: CALOGRAMS. — [479, 136, 635, 150]
article-paragraph: PREMIER.—The trial parcel of stuff crushed during the week from the lode now being worked having given a most satisfactory return (29ozs from 6 trucks) extra hands will be put on, and operations vigorously proceeded with. — [956, 75, 1111, 133]
section-heading: Commercial. — [51, 1061, 115, 1076]
article-paragraph: GOOD progress is now being made with the works at the railway bridge, says the Te Aroha News. The concrete foundation of the centre pier has been carried up to within a few feet of the water level, and a start has also been made with the abutment pier on the township side of the river. — [317, 352, 473, 420]
article-paragraph: On October 11th, a number of labourers' delegates inaugurated at Cork, a Labour League, which is to be devoted exclusively to the interests of the labourers. — [641, 807, 799, 846]
article-paragraph: THE body found in Auckland harbour on Saturday has been identified as that of a seaman named Bruce, who arrived from the South by the Thomas Russell. — [317, 550, 473, 589]
